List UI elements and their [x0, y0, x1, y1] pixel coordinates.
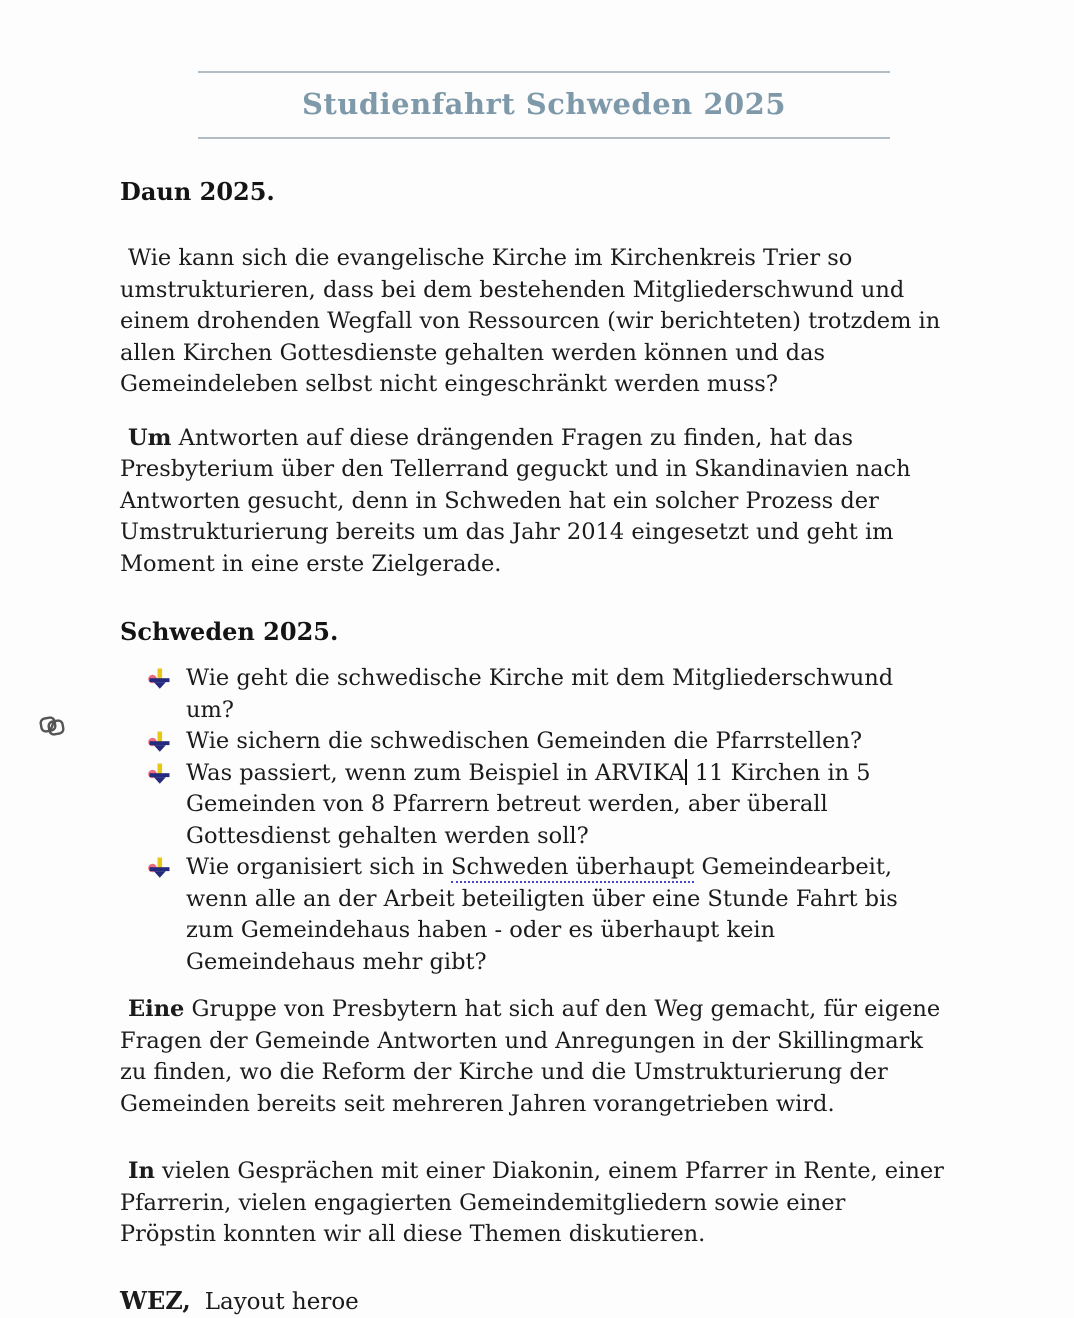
text-before-cursor: Was passiert, wenn zum Beispiel in ARVIKA: [186, 760, 685, 786]
lead-word-in: In: [128, 1158, 155, 1184]
signature-line: [120, 1285, 948, 1318]
heading-schweden: Schweden 2025.: [120, 616, 948, 647]
down-arrow-bullet-icon: [148, 857, 171, 879]
paragraph-in-text: vielen Gesprächen mit einer Diakonin, einem Pfarrer in Rente, einer Pfarrerin, vielen engagierten Gemeindemitgliedern sowie einer Pröpstin konnten wir all diese Themen diskutieren.: [120, 1158, 944, 1247]
lead-word-um: Um: [128, 425, 171, 451]
spellcheck-underlined-text: Schweden überhaupt: [451, 854, 694, 883]
author-initials: WEZ,: [120, 1286, 191, 1315]
list-item-text: [186, 760, 871, 849]
text-after-cursor: 11 Kirchen in 5 Gemeinden von 8 Pfarrern betreut werden, aber überall Gottesdienst gehalten werden soll?: [186, 760, 871, 849]
down-arrow-bullet-icon: [148, 763, 171, 785]
document-title: Studienfahrt Schweden 2025: [198, 73, 890, 137]
layout-credit: Layout heroe: [205, 1289, 359, 1315]
heading-daun: Daun 2025.: [120, 176, 948, 207]
down-arrow-bullet-icon: [148, 668, 171, 690]
document-body: [120, 176, 948, 1318]
object-anchor-icon[interactable]: [36, 708, 68, 744]
paragraph-eine-text: Gruppe von Presbytern hat sich auf den Weg gemacht, für eigene Fragen der Gemeinde Antworten und Anregungen in der Skillingmark zu finden, wo die Reform der Kirche und die Umstrukturierung der Gemeinden bereits seit mehreren Jahren vorangetrieben wird.: [120, 996, 940, 1117]
paragraph-um-text: Antworten auf diese drängenden Fragen zu finden, hat das Presbyterium über den Tellerrand geguckt und in Skandinavien nach Antworten gesucht, denn in Schweden hat ein solcher Prozess der Umstrukturierung bereits um das Jahr 2014 eingesetzt und geht im Moment in eine erste Zielgerade.: [120, 425, 911, 577]
text-cursor: [685, 759, 687, 785]
paragraph-intro: [120, 243, 948, 401]
text-post-underline: Gemeindearbeit, wenn alle an der Arbeit beteiligten über eine Stunde Fahrt bis zum Gemeindehaus haben - oder es überhaupt kein Gemeindehaus mehr gibt?: [186, 854, 898, 975]
list-item: [120, 663, 948, 726]
title-rule-bottom: [198, 137, 890, 139]
text-pre-underline: Wie organisiert sich in: [186, 854, 451, 880]
lead-word-eine: Eine: [128, 996, 184, 1022]
paragraph-eine: [120, 994, 948, 1120]
paragraph-intro-text: Wie kann sich die evangelische Kirche im Kirchenkreis Trier so umstrukturieren, dass bei dem bestehenden Mitgliederschwund und einem drohenden Wegfall von Ressourcen (wir berichteten) trotzdem in allen Kirchen Gottesdienste gehalten werden können und das Gemeindeleben selbst nicht eingeschränkt werden muss?: [120, 245, 940, 397]
list-item: [120, 852, 948, 978]
paragraph-in: [120, 1156, 948, 1251]
title-block: [198, 71, 890, 139]
paragraph-um: [120, 423, 948, 581]
list-item-text: Wie geht die schwedische Kirche mit dem Mitgliederschwund um?: [186, 665, 893, 723]
list-item-text: Wie sichern die schwedischen Gemeinden die Pfarrstellen?: [186, 728, 862, 754]
list-item: [120, 726, 948, 758]
question-list: [120, 663, 948, 978]
down-arrow-bullet-icon: [148, 731, 171, 753]
list-item-text: [186, 854, 898, 975]
list-item: [120, 758, 948, 853]
